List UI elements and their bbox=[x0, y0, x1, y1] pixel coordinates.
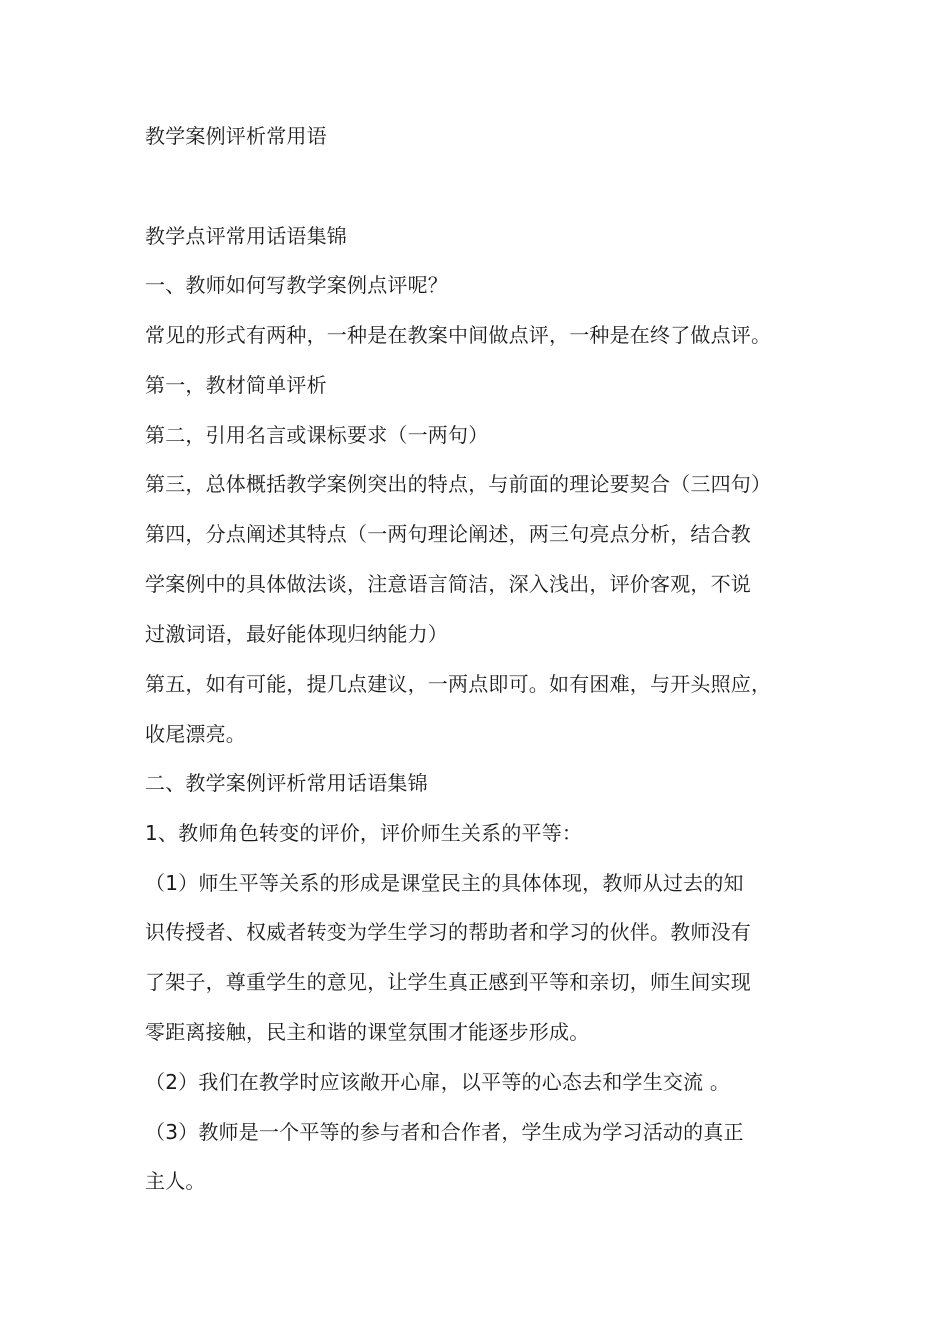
paragraph-line: 收尾漂亮。 bbox=[145, 722, 246, 746]
paragraph-line: 过激词语，最好能体现归纳能力） bbox=[145, 622, 448, 646]
section-heading-1: 一、教师如何写教学案例点评呢？ bbox=[145, 273, 448, 297]
paragraph-line: （2）我们在教学时应该敞开心扉，以平等的心态去和学生交流 。 bbox=[145, 1070, 731, 1094]
paragraph-line: 主人。 bbox=[145, 1169, 206, 1193]
paragraph-line: 第三，总体概括教学案例突出的特点，与前面的理论要契合（三四句） bbox=[145, 472, 772, 496]
paragraph-line: 常见的形式有两种，一种是在教案中间做点评，一种是在终了做点评。 bbox=[145, 323, 772, 347]
paragraph-line: 第一，教材简单评析 bbox=[145, 373, 327, 397]
paragraph-line: 学案例中的具体做法谈，注意语言简洁，深入浅出，评价客观，不说 bbox=[145, 572, 751, 596]
paragraph-line: 零距离接触，民主和谐的课堂氛围才能逐步形成。 bbox=[145, 1020, 590, 1044]
heading-main: 教学点评常用话语集锦 bbox=[145, 224, 347, 248]
paragraph-line: 第四，分点阐述其特点（一两句理论阐述，两三句亮点分析，结合教 bbox=[145, 522, 751, 546]
paragraph-line: 了架子，尊重学生的意见，让学生真正感到平等和亲切，师生间实现 bbox=[145, 970, 751, 994]
paragraph-line: 1、教师角色转变的评价，评价师生关系的平等： bbox=[145, 821, 583, 845]
paragraph-line: 第五，如有可能，提几点建议，一两点即可。如有困难，与开头照应， bbox=[145, 672, 772, 696]
paragraph-line: （1）师生平等关系的形成是课堂民主的具体体现，教师从过去的知 bbox=[145, 871, 744, 895]
paragraph-line: 识传授者、权威者转变为学生学习的帮助者和学习的伙伴。教师没有 bbox=[145, 920, 751, 944]
section-heading-2: 二、教学案例评析常用话语集锦 bbox=[145, 771, 428, 795]
paragraph-line: 第二，引用名言或课标要求（一两句） bbox=[145, 423, 489, 447]
document-title: 教学案例评析常用语 bbox=[145, 124, 327, 148]
paragraph-line: （3）教师是一个平等的参与者和合作者，学生成为学习活动的真正 bbox=[145, 1120, 744, 1144]
